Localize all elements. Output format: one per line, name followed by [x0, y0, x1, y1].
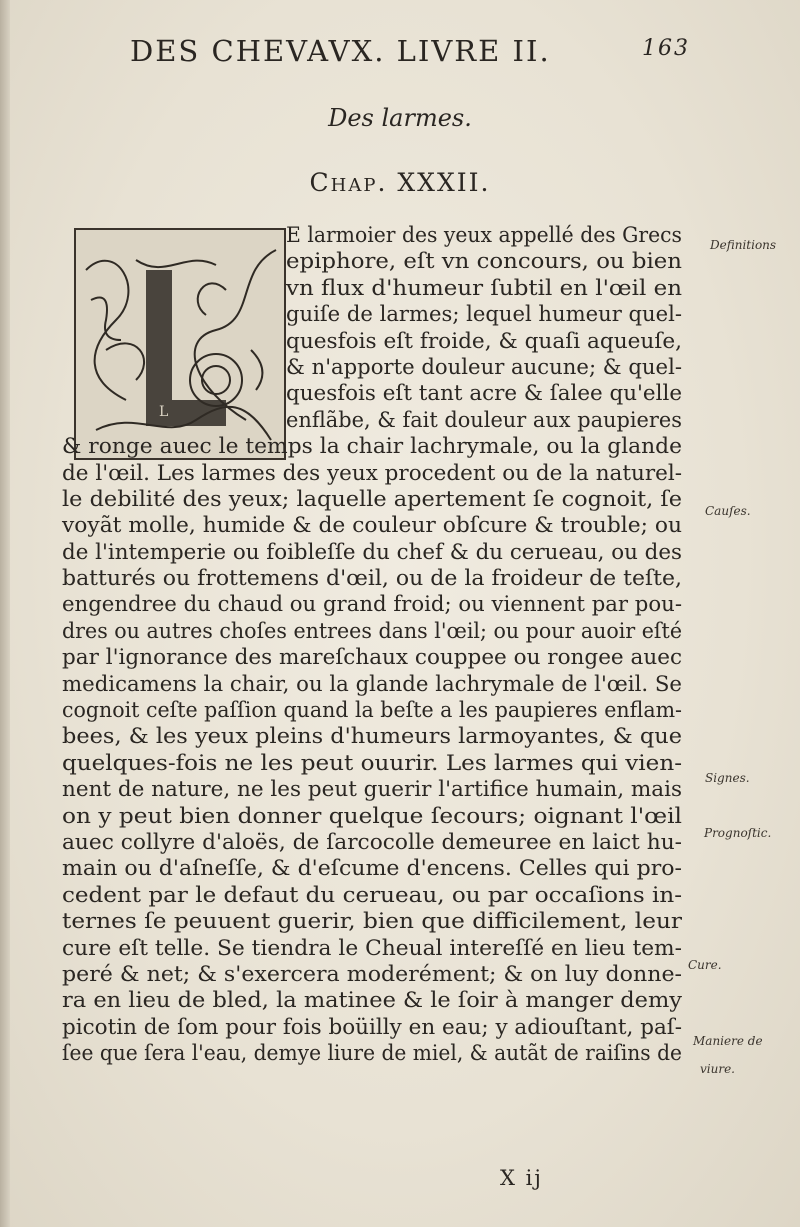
- text-line-content: E larmoier des yeux appellé des Grecs: [286, 223, 682, 247]
- margin-note-cure: Cure.: [688, 958, 722, 972]
- text-line-content: cedent par le defaut du cerueau, ou par occaſions in-: [62, 882, 682, 907]
- text-line: [62, 987, 682, 1013]
- text-line-content: voyãt molle, humide & de couleur obſcure & trouble; ou: [62, 513, 683, 538]
- text-line: [62, 380, 682, 406]
- margin-note-prognostic: Prognoſtic.: [704, 826, 772, 840]
- text-line-content: & ronge auec le temps la chair lachrymale, ou la glande: [62, 434, 682, 459]
- text-line: [62, 222, 682, 248]
- margin-note-causes: Cauſes.: [705, 504, 751, 518]
- text-line: [62, 512, 682, 538]
- text-line-content: batturés ou frottemens d'œil, ou de la froideur de teſte,: [62, 566, 682, 591]
- margin-note-manner-2: viure.: [700, 1062, 735, 1076]
- text-line-content: ra en lieu de bled, la matinee & le ſoir à manger demy: [62, 988, 682, 1013]
- running-head-title: DES CHEVAVX. LIVRE II.: [130, 34, 551, 68]
- text-line: [62, 855, 682, 881]
- text-line-content: ſee que ſera l'eau, demye liure de miel, & autãt de raiſins de: [62, 1041, 682, 1066]
- margin-note-definitions: Definitions: [710, 238, 777, 252]
- text-line: [62, 750, 682, 776]
- text-line: [62, 644, 682, 670]
- text-line-content: nent de nature, ne les peut guerir l'artifice humain, mais: [62, 777, 682, 802]
- text-line: [62, 908, 682, 934]
- text-line-content: & n'apporte douleur aucune; & quel-: [286, 354, 682, 379]
- text-line: [62, 935, 682, 961]
- running-head: [130, 34, 690, 74]
- catchword-signature: X ij: [500, 1166, 543, 1190]
- text-line: [62, 486, 682, 512]
- text-line: [62, 275, 682, 301]
- drop-cap-letter: L: [159, 404, 169, 420]
- text-line-content: enflãbe, & fait douleur aux paupieres: [286, 407, 682, 432]
- text-line: [62, 803, 682, 829]
- text-line: [62, 328, 682, 354]
- text-line-content: cognoit ceſte paſſion quand la beſte a les paupieres enflam-: [62, 698, 682, 723]
- text-line-content: vn flux d'humeur ſubtil en l'œil en: [286, 275, 682, 300]
- text-line-content: le debilité des yeux; laquelle apertement ſe cognoit, ſe: [62, 486, 682, 511]
- text-line-content: de l'intemperie ou foibleſſe du chef & du cerueau, ou des: [62, 539, 682, 564]
- text-line-content: dres ou autres choſes entrees dans l'œil; ou pour auoir eſté: [62, 618, 682, 643]
- text-line: [62, 882, 682, 908]
- text-line: [62, 248, 682, 274]
- text-line-content: bees, & les yeux pleins d'humeurs larmoyantes, & que: [62, 724, 683, 749]
- text-line-content: quelques-fois ne les peut ouurir. Les larmes qui vien-: [62, 750, 682, 775]
- text-line: [62, 697, 682, 723]
- chapter-body: [62, 222, 682, 1067]
- text-line: [62, 407, 682, 433]
- text-line-content: par l'ignorance des mareſchaux couppee ou rongee auec: [62, 645, 682, 670]
- text-line: [62, 1014, 682, 1040]
- text-line: [62, 829, 682, 855]
- text-line: [62, 301, 682, 327]
- margin-note-signs: Signes.: [705, 771, 750, 785]
- chapter-heading: Chap. XXXII.: [309, 168, 491, 197]
- text-line-content: quesfois eſt tant acre & ſalee qu'elle: [286, 381, 682, 406]
- text-line-content: epiphore, eſt vn concours, ou bien: [286, 249, 682, 274]
- section-title: Des larmes.: [328, 104, 472, 132]
- text-line: [62, 1040, 682, 1066]
- text-line-content: on y peut bien donner quelque ſecours; oignant l'œil: [62, 803, 682, 828]
- text-line: [62, 354, 682, 380]
- text-line-content: picotin de ſom pour fois boüilly en eau; y adiouſtant, paſ-: [62, 1014, 682, 1039]
- text-line: [62, 460, 682, 486]
- text-line: [62, 618, 682, 644]
- text-line: [62, 723, 682, 749]
- text-line-content: de l'œil. Les larmes des yeux procedent ou de la naturel-: [62, 460, 682, 485]
- text-line: [62, 539, 682, 565]
- text-line-content: medicamens la chair, ou la glande lachrymale de l'œil. Se: [62, 671, 682, 696]
- text-line-content: engendree du chaud ou grand froid; ou viennent par pou-: [62, 592, 682, 617]
- page-number: 163: [642, 36, 690, 61]
- text-line: [62, 961, 682, 987]
- text-line-content: cure eſt telle. Se tiendra le Cheual intereſſé en lieu tem-: [62, 935, 682, 960]
- text-line-content: peré & net; & s'exercera moderément; & on luy donne-: [62, 961, 683, 986]
- text-line-content: main ou d'aſneſſe, & d'eſcume d'encens. Celles qui pro-: [62, 856, 682, 881]
- text-line-content: guiſe de larmes; lequel humeur quel-: [286, 302, 682, 327]
- text-line: [62, 776, 682, 802]
- text-line-content: ternes ſe peuuent guerir, bien que difficilement, leur: [62, 909, 682, 934]
- text-line: [62, 591, 682, 617]
- text-line: [62, 671, 682, 697]
- text-line-content: quesfois eſt froide, & quaſi aqueuſe,: [286, 328, 682, 353]
- text-line: [62, 565, 682, 591]
- text-line-content: auec collyre d'aloës, de ſarcocolle demeuree en laict hu-: [62, 829, 682, 854]
- margin-note-manner: Maniere de: [693, 1034, 763, 1048]
- text-line: [62, 433, 682, 459]
